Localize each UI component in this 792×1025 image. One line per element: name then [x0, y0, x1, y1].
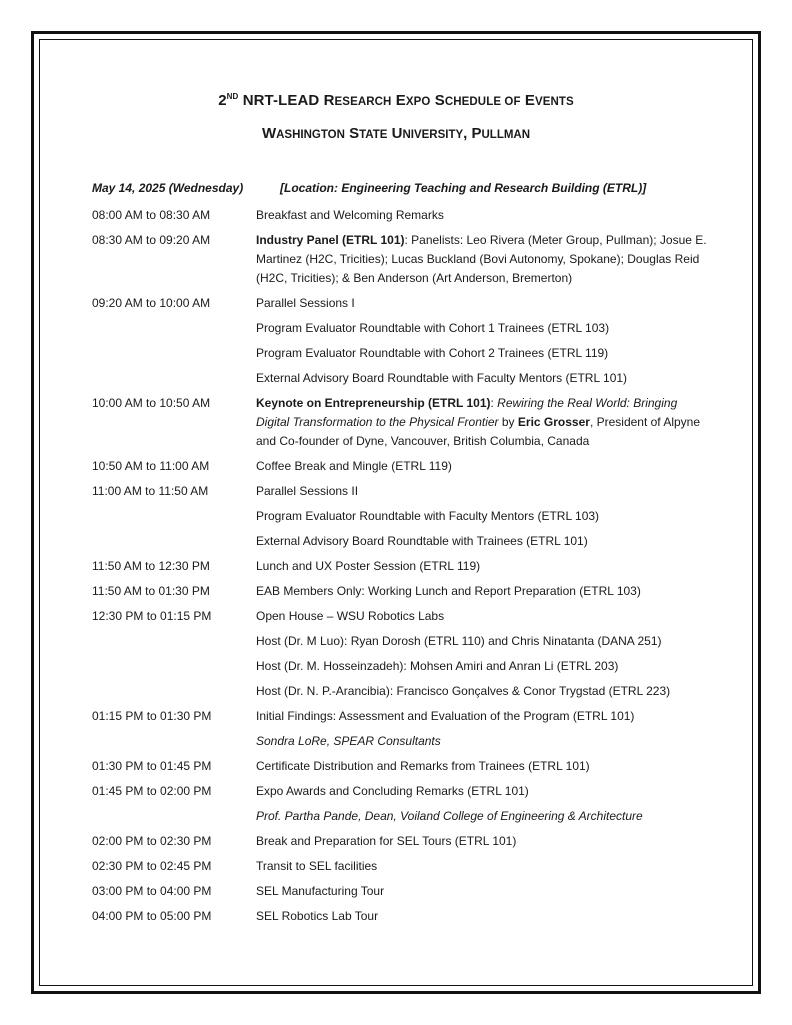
schedule-list [92, 206, 712, 932]
schedule-subitem: Host (Dr. N. P.-Arancibia): Francisco Gonçalves & Conor Trygstad (ETRL 223) [256, 684, 671, 698]
schedule-row: 04:00 PM to 05:00 PM SEL Robotics Lab Tour [92, 909, 379, 923]
schedule-row: 01:45 PM to 02:00 PM Expo Awards and Concluding Remarks (ETRL 101) [92, 784, 529, 798]
schedule-row: 10:50 AM to 11:00 AM Coffee Break and Mingle (ETRL 119) [92, 459, 452, 473]
schedule-subitem: External Advisory Board Roundtable with Faculty Mentors (ETRL 101) [256, 371, 628, 385]
schedule-row: 11:50 AM to 12:30 PM Lunch and UX Poster Session (ETRL 119) [92, 559, 481, 573]
document-subtitle: WASHINGTON STATE UNIVERSITY, PULLMAN [261, 125, 531, 142]
schedule-subitem: External Advisory Board Roundtable with Trainees (ETRL 101) [256, 534, 588, 548]
schedule-subitem: Program Evaluator Roundtable with Cohort 1 Trainees (ETRL 103) [256, 321, 610, 335]
document-title: 2ND NRT-LEAD RESEARCH EXPO SCHEDULE OF EVENTS [218, 92, 574, 109]
schedule-subitem: Sondra LoRe, SPEAR Consultants [256, 734, 441, 748]
schedule-subitem: Program Evaluator Roundtable with Faculty Mentors (ETRL 103) [256, 509, 600, 523]
schedule-row: 10:00 AM to 10:50 AM Keynote on Entrepreneurship (ETRL 101): Rewiring the Real World: Bringing Digital Transformation to the Physical Frontier by Eric Grosser, President of Alpyne and Co-founder of Dyne, Vancouver, British Columbia, Canada [92, 396, 701, 448]
schedule-row: 03:00 PM to 04:00 PM SEL Manufacturing Tour [92, 884, 385, 898]
schedule-subitem: Host (Dr. M. Hosseinzadeh): Mohsen Amiri and Anran Li (ETRL 203) [256, 659, 619, 673]
date-location-line [92, 181, 647, 195]
schedule-row: 12:30 PM to 01:15 PM Open House – WSU Robotics Labs [92, 609, 445, 623]
event-location: [Location: Engineering Teaching and Research Building (ETRL)] [280, 181, 647, 195]
schedule-row: 11:50 AM to 01:30 PM EAB Members Only: Working Lunch and Report Preparation (ETRL 103) [92, 584, 641, 598]
schedule-row: 01:30 PM to 01:45 PM Certificate Distribution and Remarks from Trainees (ETRL 101) [92, 759, 590, 773]
schedule-row: 11:00 AM to 11:50 AM Parallel Sessions II [92, 484, 359, 498]
schedule-subitem: Program Evaluator Roundtable with Cohort 2 Trainees (ETRL 119) [256, 346, 609, 360]
schedule-subitem: Host (Dr. M Luo): Ryan Dorosh (ETRL 110) and Chris Ninatanta (DANA 251) [256, 634, 662, 648]
schedule-row: 02:30 PM to 02:45 PM Transit to SEL facilities [92, 859, 378, 873]
schedule-row: 09:20 AM to 10:00 AM Parallel Sessions I [92, 296, 355, 310]
schedule-row: 08:00 AM to 08:30 AM Breakfast and Welcoming Remarks [92, 208, 444, 222]
schedule-row: 08:30 AM to 09:20 AM Industry Panel (ETRL 101): Panelists: Leo Rivera (Meter Group, Pullman); Josue E. Martinez (H2C, Tricities); Lucas Buckland (Bovi Autonomy, Spokane); Douglas Reid (H2C, Tricities); & Ben Anderson (Art Anderson, Bremerton) [92, 233, 707, 285]
schedule-row: 01:15 PM to 01:30 PM Initial Findings: Assessment and Evaluation of the Program (ETRL 101) [92, 709, 635, 723]
schedule-row: 02:00 PM to 02:30 PM Break and Preparation for SEL Tours (ETRL 101) [92, 834, 517, 848]
event-date: May 14, 2025 (Wednesday) [92, 181, 244, 195]
schedule-subitem: Prof. Partha Pande, Dean, Voiland College of Engineering & Architecture [256, 809, 643, 823]
